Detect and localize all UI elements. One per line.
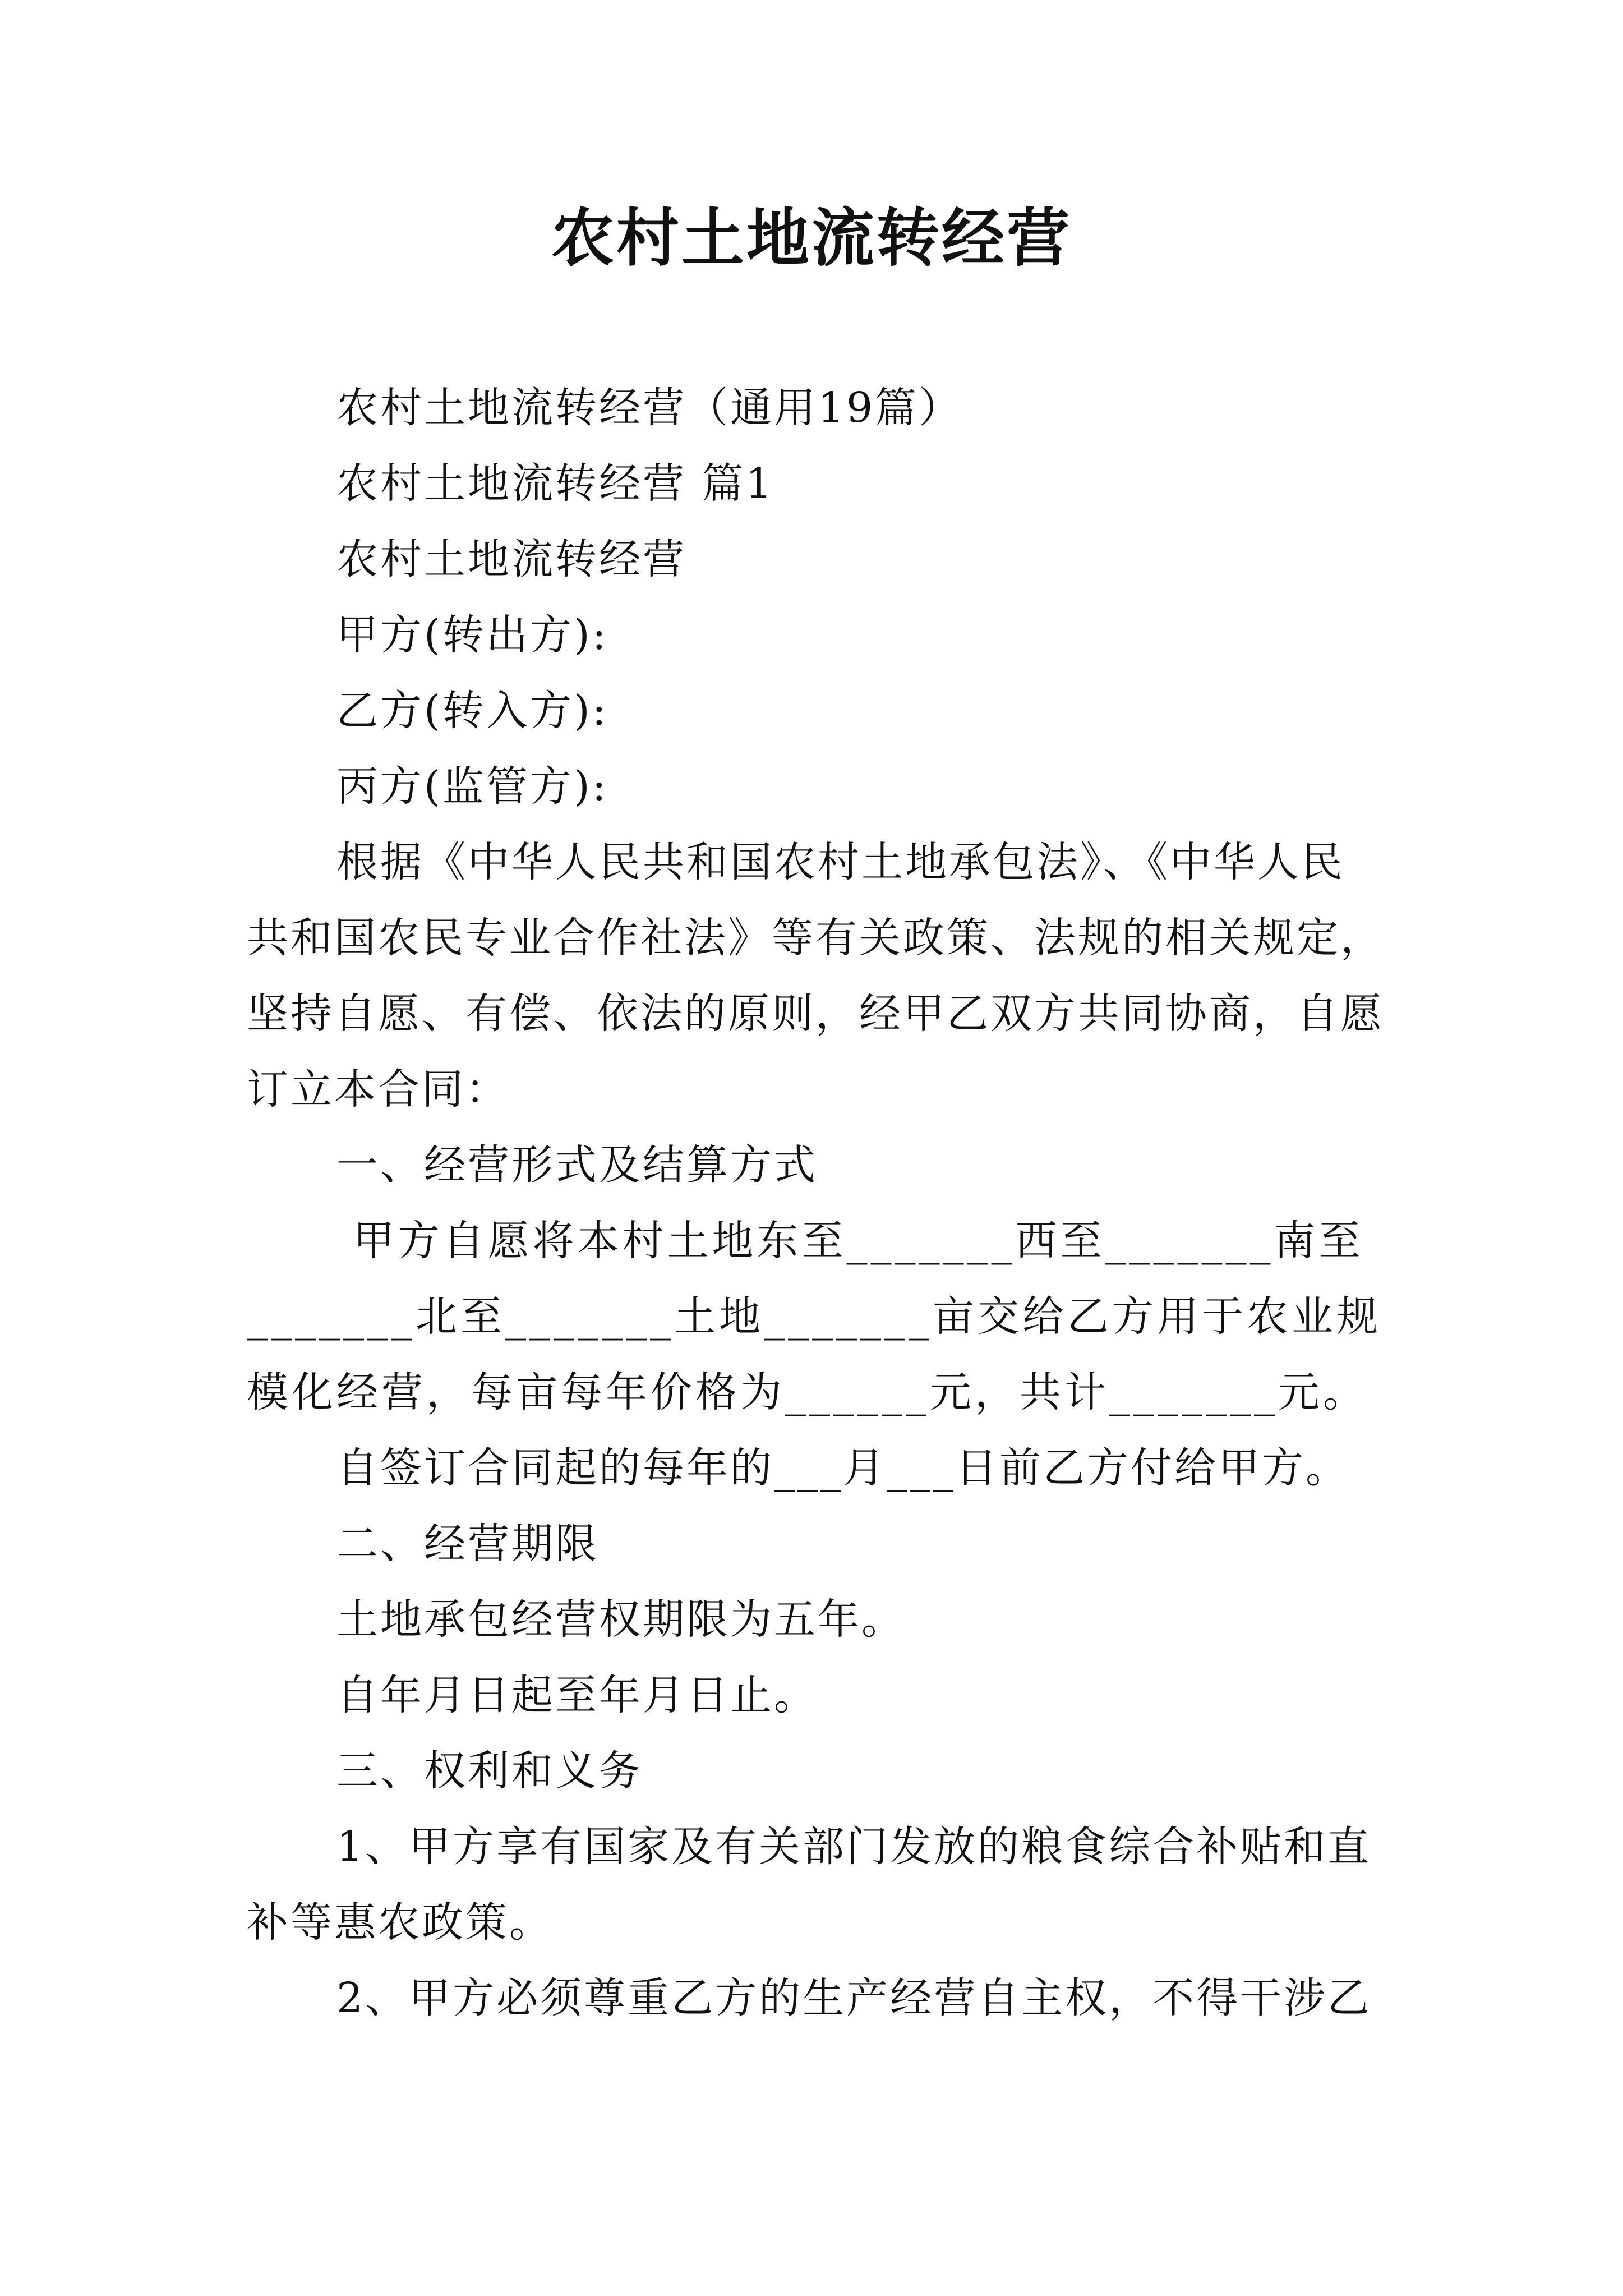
paragraph-clause-1: 1、甲方享有国家及有关部门发放的粮食综合补贴和直补等惠农政策。 xyxy=(247,1823,1372,1947)
paragraph-payment-date: 自签订合同起的每年的___月___日前乙方付给甲方。 xyxy=(336,1444,1349,1492)
paragraph-section-1-heading: 一、经营形式及结算方式 xyxy=(336,1141,818,1189)
paragraph-subtitle: 农村土地流转经营（通用19篇） xyxy=(336,384,963,432)
paragraph-section-3-heading: 三、权利和义务 xyxy=(336,1747,643,1795)
paragraph-section-2-heading: 二、经营期限 xyxy=(336,1520,599,1568)
paragraph-term-dates: 自年月日起至年月日止。 xyxy=(336,1671,818,1719)
paragraph-party-c: 丙方(监管方): xyxy=(336,762,608,811)
paragraph-contract-title: 农村土地流转经营 xyxy=(336,535,686,583)
document-title: 农村土地流转经营 xyxy=(551,202,1072,275)
paragraph-term-length: 土地承包经营权期限为五年。 xyxy=(336,1595,905,1644)
paragraph-party-b: 乙方(转入方): xyxy=(336,687,608,735)
paragraph-clause-2: 2、甲方必须尊重乙方的生产经营自主权，不得干涉乙 xyxy=(336,1974,1372,2022)
paragraph-preamble: 根据《中华人民共和国农村土地承包法》、《中华人民共和国农民专业合作社法》等有关政策、法规的相关规定，坚持自愿、有偿、依法的原则，经甲乙双方共同协商，自愿订立本合同： xyxy=(247,838,1384,1114)
paragraph-party-a: 甲方(转出方): xyxy=(336,611,608,659)
document-body xyxy=(247,370,1385,2036)
paragraph-land-terms: 甲方自愿将本村土地东至_______西至_______南至_______北至_______土地_______亩交给乙方用于农业规模化经营，每亩每年价格为______元，共计_______元。 xyxy=(247,1217,1381,1416)
paragraph-article-heading: 农村土地流转经营 篇1 xyxy=(336,459,774,508)
